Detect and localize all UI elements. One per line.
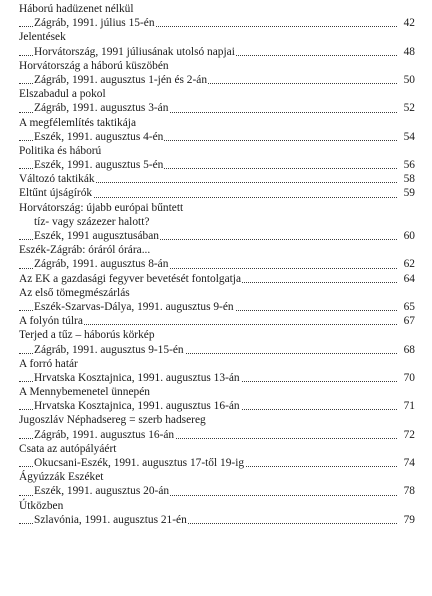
toc-title-text: Horvátország a háború küszöbén xyxy=(19,59,169,72)
toc-subtitle-text: Eszék, 1991. augusztus 5-én xyxy=(34,159,164,172)
page-number: 72 xyxy=(403,428,415,441)
toc-subtitle-text: Zágráb, 1991. augusztus 16-án xyxy=(34,428,175,441)
toc-title-text: Terjed a tűz – háborús körkép xyxy=(19,329,155,342)
toc-subtitle-text: Szlavónia, 1991. augusztus 21-én xyxy=(34,513,187,526)
toc-entry-subtitle xyxy=(19,513,415,527)
toc-entry-title xyxy=(19,328,415,342)
toc-entry-title xyxy=(19,385,415,399)
toc-entry-title xyxy=(19,357,415,371)
toc-entry-title xyxy=(19,59,415,73)
toc-entry-title xyxy=(19,2,415,16)
toc-entry-title xyxy=(19,499,415,513)
toc-entry-subtitle xyxy=(19,456,415,470)
toc-entry-title xyxy=(19,87,415,101)
toc-entry-title xyxy=(19,172,415,186)
table-of-contents xyxy=(19,2,415,527)
toc-entry-title xyxy=(19,286,415,300)
toc-subtitle-text: Zágráb, 1991. augusztus 8-án xyxy=(34,258,169,271)
toc-subtitle-text: Eszék, 1991 augusztusában xyxy=(34,230,159,242)
toc-title-text: Útközben xyxy=(19,499,64,512)
page-number: 42 xyxy=(403,17,415,30)
toc-subtitle-text: Okucsani-Eszék, 1991. augusztus 17-től 19-ig xyxy=(34,457,245,469)
toc-entry-title xyxy=(19,243,415,257)
toc-entry-title xyxy=(19,470,415,484)
toc-title-text: Politika és háború xyxy=(19,144,102,157)
page-number: 52 xyxy=(403,102,415,115)
toc-subtitle-text: tíz- vagy százezer halott? xyxy=(34,215,150,228)
toc-entry-title xyxy=(19,442,415,456)
page-number: 48 xyxy=(403,45,415,58)
toc-title-text: Ágyúzzák Eszéket xyxy=(19,471,104,484)
toc-entry-subtitle xyxy=(19,215,415,229)
toc-entry-subtitle xyxy=(19,158,415,172)
page-number: 60 xyxy=(403,230,415,242)
toc-entry-title xyxy=(19,272,415,286)
page-number: 79 xyxy=(403,513,415,526)
toc-entry-subtitle xyxy=(19,73,415,87)
toc-subtitle-text: Zágráb, 1991. augusztus 1-jén és 2-án xyxy=(34,73,208,86)
toc-subtitle-text: Eszék-Szarvas-Dálya, 1991. augusztus 9-én xyxy=(34,300,234,313)
toc-subtitle-text: Eszék, 1991. augusztus 4-én xyxy=(34,130,164,143)
toc-subtitle-text: Zágráb, 1991. augusztus 9-15-én xyxy=(34,343,184,356)
toc-entry-subtitle xyxy=(19,16,415,30)
toc-entry-subtitle xyxy=(19,484,415,498)
toc-entry-subtitle xyxy=(19,229,415,243)
toc-title-text: Az első tömegmészárlás xyxy=(19,286,130,299)
toc-subtitle-text: Hrvatska Kosztajnica, 1991. augusztus 16-án xyxy=(34,400,240,413)
toc-title-text: Horvátország: újabb európai bűntett xyxy=(19,201,184,214)
page-number: 78 xyxy=(403,485,415,498)
page-number: 67 xyxy=(403,315,415,328)
toc-subtitle-text: Zágráb, 1991. augusztus 3-án xyxy=(34,102,169,115)
toc-entry-title xyxy=(19,116,415,130)
page-number: 54 xyxy=(403,130,415,143)
toc-title-text: Jugoszláv Néphadsereg = szerb hadsereg xyxy=(19,414,206,427)
toc-entry-subtitle xyxy=(19,300,415,314)
toc-entry-subtitle xyxy=(19,399,415,413)
toc-entry-title xyxy=(19,30,415,44)
toc-title-text: A Mennybemenetel ünnepén xyxy=(19,386,150,399)
toc-entry-subtitle xyxy=(19,45,415,59)
toc-entry-title xyxy=(19,144,415,158)
toc-entry-subtitle xyxy=(19,428,415,442)
toc-entry-title xyxy=(19,186,415,200)
toc-entry-subtitle xyxy=(19,343,415,357)
toc-title-text: A folyón túlra xyxy=(19,315,83,328)
page-number: 59 xyxy=(403,187,415,200)
toc-title-text: Elszabadul a pokol xyxy=(19,88,106,101)
toc-subtitle-text: Hrvatska Kosztajnica, 1991. augusztus 13-án xyxy=(34,371,240,384)
toc-entry-title xyxy=(19,201,415,215)
toc-subtitle-text: Horvátország, 1991 júliusának utolsó napjai xyxy=(34,45,235,58)
page-number: 65 xyxy=(403,300,415,313)
toc-subtitle-text: Eszék, 1991. augusztus 20-án xyxy=(34,485,170,498)
page-number: 74 xyxy=(403,457,415,469)
toc-title-text: Jelentések xyxy=(19,31,66,44)
page-number: 56 xyxy=(403,159,415,172)
toc-title-text: Csata az autópályáért xyxy=(19,442,117,455)
page-number: 50 xyxy=(403,73,415,86)
toc-title-text: Eszék-Zágráb: óráról órára... xyxy=(19,244,151,257)
toc-title-text: Háború hadüzenet nélkül xyxy=(19,3,134,15)
toc-title-text: Változó taktikák xyxy=(19,173,95,186)
toc-entry-subtitle xyxy=(19,257,415,271)
page-number: 70 xyxy=(403,371,415,384)
toc-title-text: Az EK a gazdasági fegyver bevetését fontolgatja xyxy=(19,272,242,285)
toc-entry-title xyxy=(19,314,415,328)
toc-entry-subtitle xyxy=(19,371,415,385)
toc-title-text: A megfélemlítés taktikája xyxy=(19,116,137,129)
toc-subtitle-text: Zágráb, 1991. július 15-én xyxy=(34,17,155,30)
toc-entry-subtitle xyxy=(19,130,415,144)
toc-title-text: A forró határ xyxy=(19,357,78,370)
page-number: 62 xyxy=(403,258,415,271)
page-number: 68 xyxy=(403,343,415,356)
page-number: 64 xyxy=(403,272,415,285)
page-number: 71 xyxy=(403,400,415,413)
toc-entry-subtitle xyxy=(19,101,415,115)
page-number: 58 xyxy=(403,173,415,186)
toc-title-text: Eltűnt újságírók xyxy=(19,187,93,200)
toc-entry-title xyxy=(19,413,415,427)
